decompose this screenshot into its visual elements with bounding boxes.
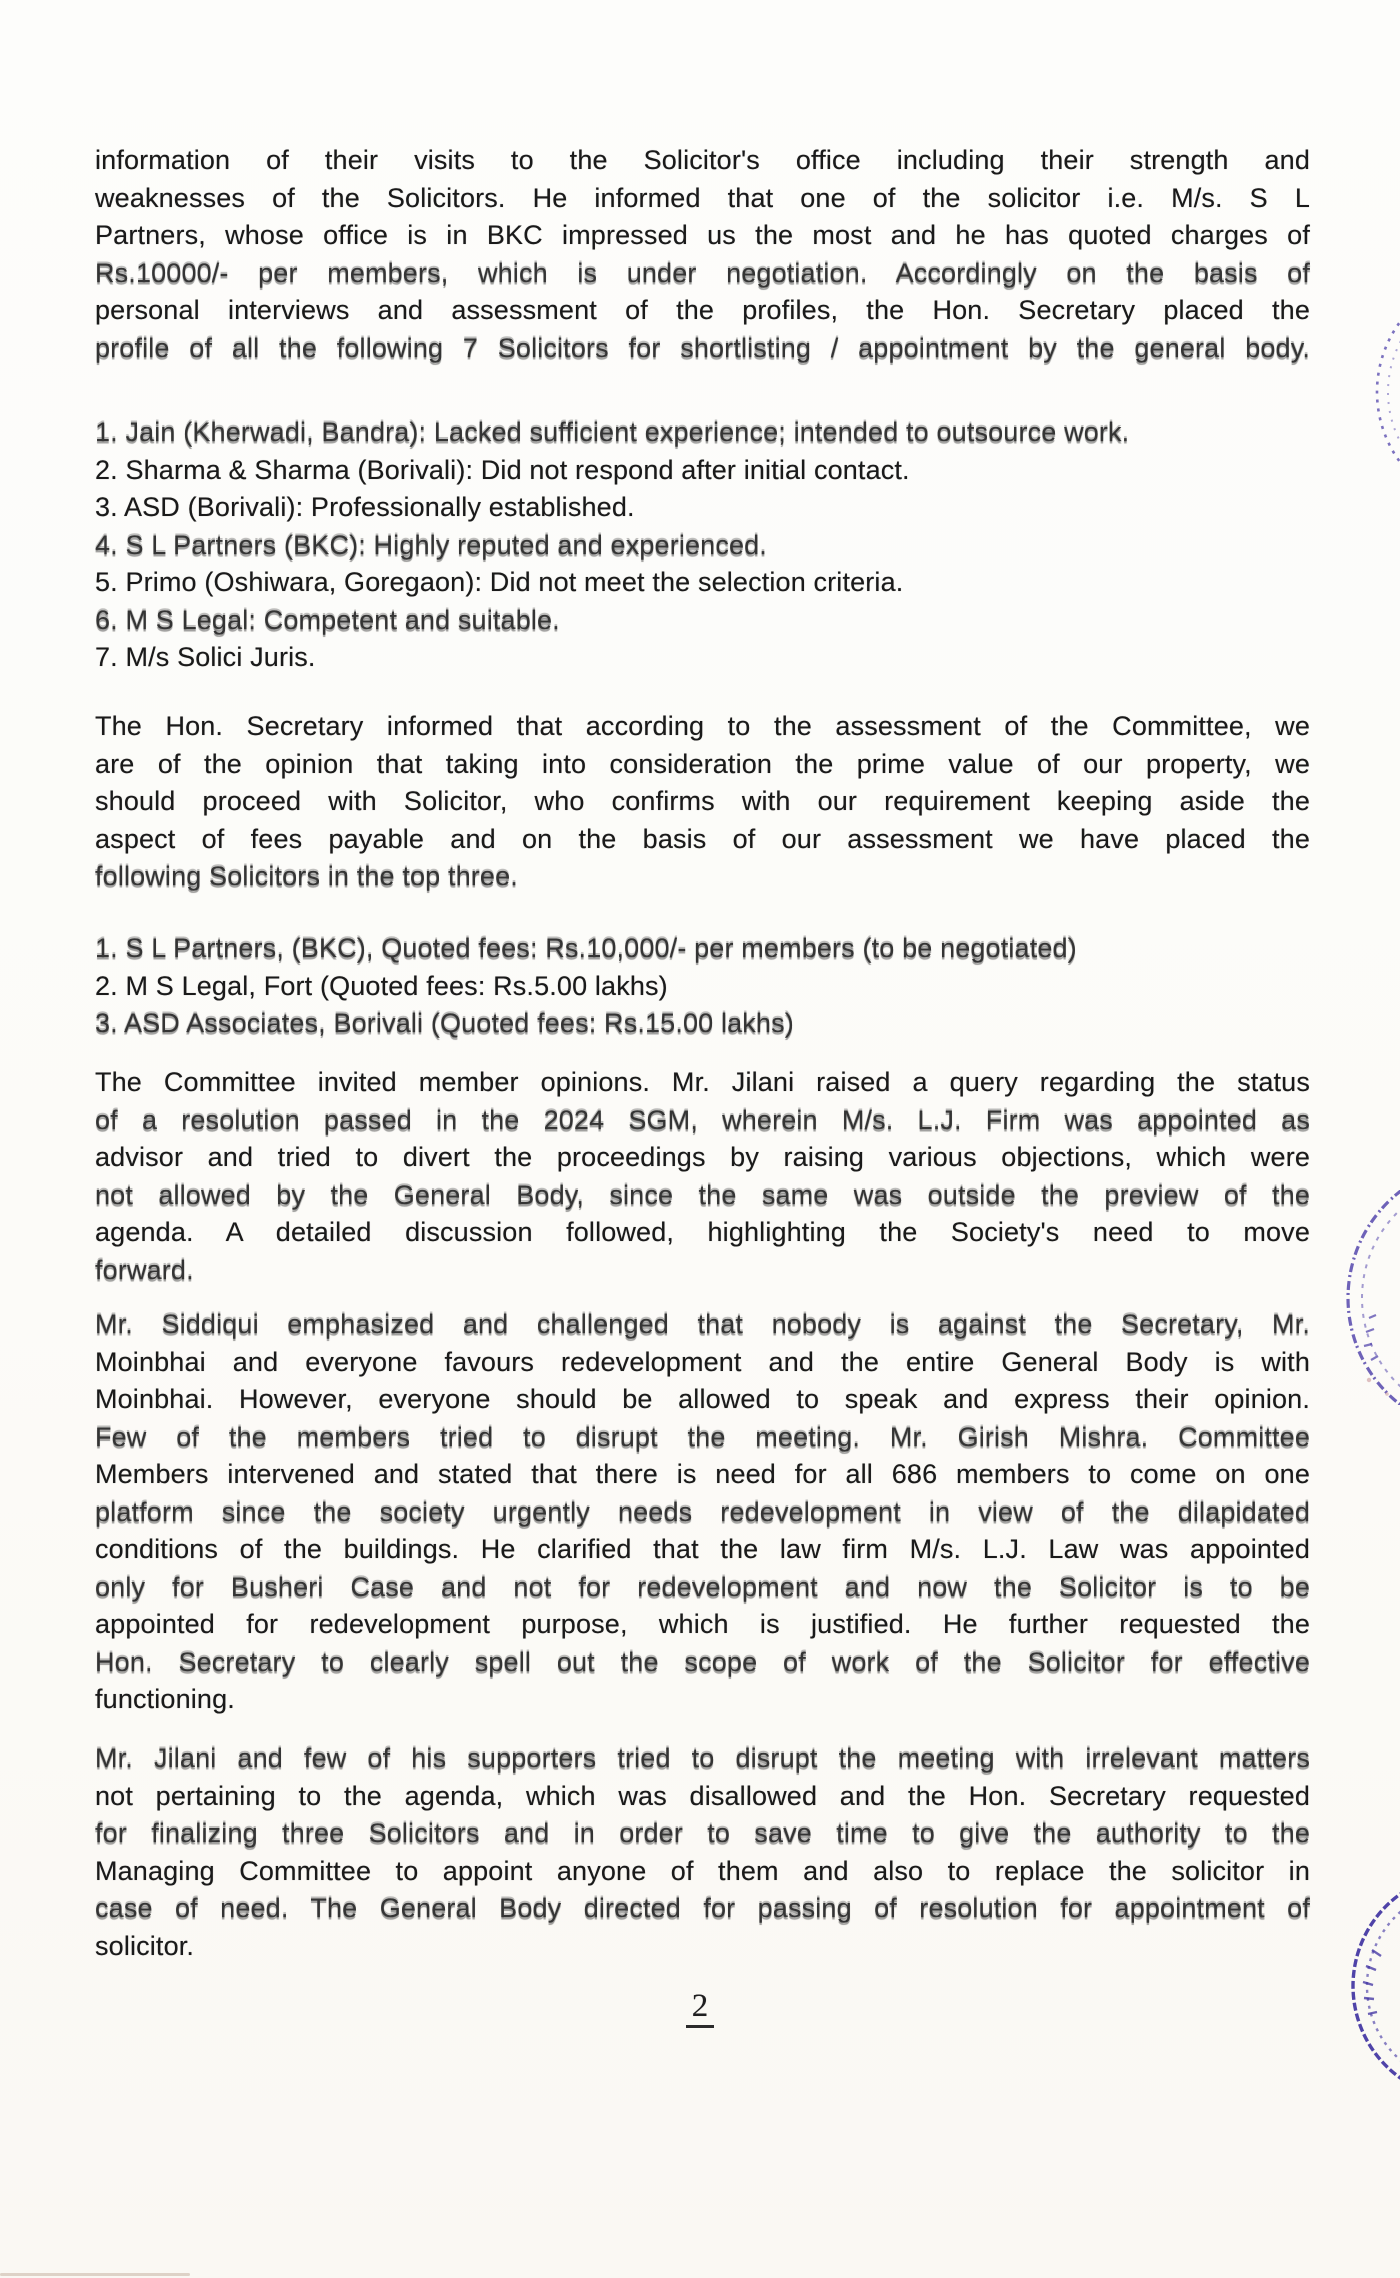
list-item: 2. M S Legal, Fort (Quoted fees: Rs.5.00 lakhs) <box>95 970 668 1001</box>
text-line: agenda. A detailed discussion followed, highlighting the Society's need to move <box>95 1217 1310 1247</box>
top-three-solicitors-list <box>95 930 1310 1043</box>
seven-solicitors-list <box>95 414 1310 677</box>
text-line: are of the opinion that taking into consideration the prime value of our property, we <box>95 748 1310 779</box>
list-item: 5. Primo (Oshiwara, Goregaon): Did not meet the selection criteria. <box>95 567 904 597</box>
text-line: The Hon. Secretary informed that according to the assessment of the Committee, we <box>95 711 1310 741</box>
member-opinions-paragraph <box>95 1064 1310 1289</box>
text-line: Partners, whose office is in BKC impressed us the most and he has quoted charges of <box>95 220 1310 250</box>
text-line: Members intervened and stated that there is need for all 686 members to come on one <box>95 1459 1310 1489</box>
text-line: not allowed by the General Body, since the same was outside the preview of the <box>95 1179 1310 1210</box>
text-line: information of their visits to the Solicitor's office including their strength and <box>95 145 1310 175</box>
text-line: conditions of the buildings. He clarified that the law firm M/s. L.J. Law was appointed <box>95 1534 1310 1564</box>
text-line: only for Busheri Case and not for redevelopment and now the Solicitor is to be <box>95 1571 1310 1602</box>
text-line: solicitor. <box>95 1930 195 1961</box>
text-line: for finalizing three Solicitors and in order to save time to give the authority to the <box>95 1818 1310 1848</box>
text-line: Hon. Secretary to clearly spell out the scope of work of the Solicitor for effective <box>95 1646 1310 1677</box>
text-line: platform since the society urgently needs redevelopment in view of the dilapidated <box>95 1496 1310 1527</box>
list-item: 3. ASD (Borivali): Professionally established. <box>95 492 635 522</box>
text-line: personal interviews and assessment of the profiles, the Hon. Secretary placed the <box>95 295 1310 325</box>
text-line: should proceed with Solicitor, who confirms with our requirement keeping aside the <box>95 786 1310 816</box>
solicitor-assessment-paragraph <box>95 142 1310 367</box>
text-line: aspect of fees payable and on the basis of our assessment we have placed the <box>95 823 1310 854</box>
text-line: following Solicitors in the top three. <box>95 861 518 891</box>
text-line: Mr. Jilani and few of his supporters tried to disrupt the meeting with irrelevant matters <box>95 1743 1310 1773</box>
text-line: Rs.10000/- per members, which is under negotiation. Accordingly on the basis of <box>95 257 1310 288</box>
list-item: 2. Sharma & Sharma (Borivali): Did not respond after initial contact. <box>95 454 910 485</box>
text-line: Managing Committee to appoint anyone of them and also to replace the solicitor in <box>95 1855 1310 1886</box>
list-item: 4. S L Partners (BKC): Highly reputed and experienced. <box>95 529 767 560</box>
list-item: 7. M/s Solici Juris. <box>95 642 316 672</box>
text-line: Mr. Siddiqui emphasized and challenged that nobody is against the Secretary, Mr. <box>95 1309 1310 1339</box>
text-line: Few of the members tried to disrupt the meeting. Mr. Girish Mishra. Committee <box>95 1421 1310 1452</box>
text-line: case of need. The General Body directed for passing of resolution for appointment of <box>95 1893 1310 1923</box>
committee-assessment-paragraph <box>95 708 1310 896</box>
page-number <box>0 1988 1400 2028</box>
text-line: weaknesses of the Solicitors. He informed that one of the solicitor i.e. M/s. S L <box>95 182 1310 213</box>
text-line: forward. <box>95 1254 194 1285</box>
text-line: of a resolution passed in the 2024 SGM, wherein M/s. L.J. Firm was appointed as <box>95 1104 1310 1135</box>
text-line: profile of all the following 7 Solicitors for shortlisting / appointment by the general body. <box>95 332 1310 363</box>
text-line: not pertaining to the agenda, which was disallowed and the Hon. Secretary requested <box>95 1780 1310 1811</box>
text-line: Moinbhai. However, everyone should be allowed to speak and express their opinion. <box>95 1384 1310 1414</box>
scan-edge-artifact <box>0 2273 190 2276</box>
text-line: The Committee invited member opinions. Mr. Jilani raised a query regarding the status <box>95 1067 1310 1097</box>
list-item: 6. M S Legal: Competent and suitable. <box>95 604 560 635</box>
text-line: Moinbhai and everyone favours redevelopment and the entire General Body is with <box>95 1346 1310 1377</box>
ink-stamp-middle-right <box>1335 1190 1400 1405</box>
siddiqui-remarks-paragraph <box>95 1306 1310 1719</box>
ink-stamp-top-right <box>1330 280 1400 510</box>
list-item: 3. ASD Associates, Borivali (Quoted fees: Rs.15.00 lakhs) <box>95 1008 794 1038</box>
page-number-value: 2 <box>686 1988 715 2028</box>
text-line: advisor and tried to divert the proceedings by raising various objections, which were <box>95 1142 1310 1172</box>
jilani-disruption-paragraph <box>95 1740 1310 1965</box>
list-item: 1. Jain (Kherwadi, Bandra): Lacked sufficient experience; intended to outsource work. <box>95 417 1130 447</box>
list-item: 1. S L Partners, (BKC), Quoted fees: Rs.10,000/- per members (to be negotiated) <box>95 933 1077 963</box>
text-line: functioning. <box>95 1684 235 1714</box>
text-line: appointed for redevelopment purpose, which is justified. He further requested the <box>95 1609 1310 1639</box>
